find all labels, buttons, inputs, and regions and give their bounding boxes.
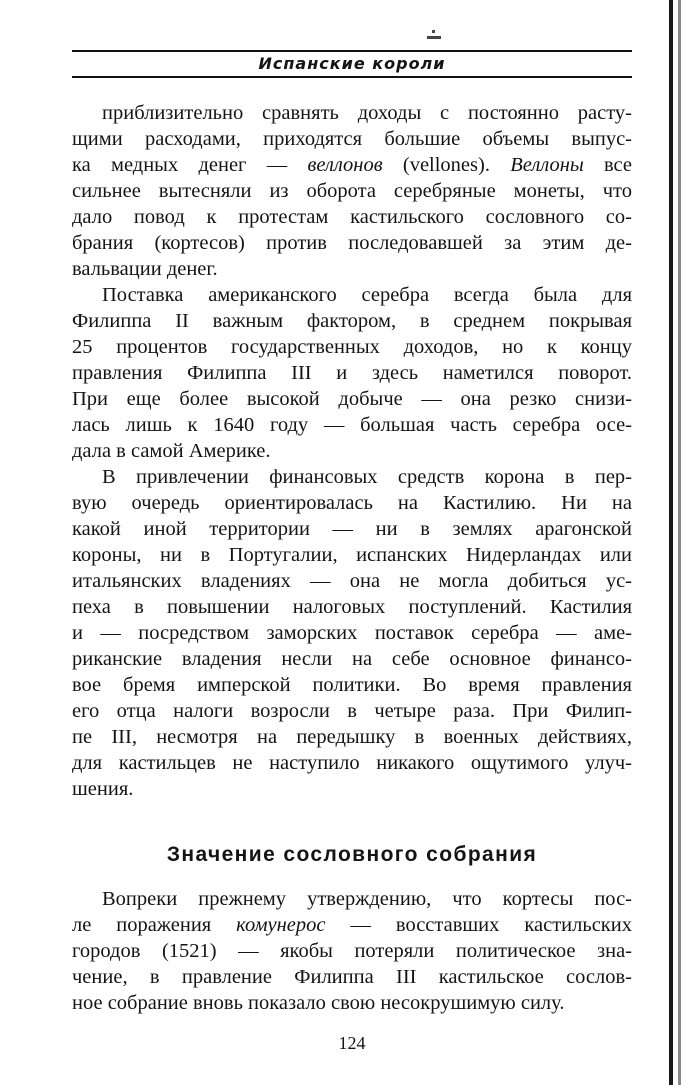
- text-line: и — посредством заморских поставок серебра — аме-: [72, 622, 632, 644]
- text-line: лась лишь к 1640 году — большая часть серебра осе-: [72, 414, 632, 436]
- text-line: его отца налоги возросли в четыре раза. При Филип-: [72, 700, 632, 722]
- text-line: брания (кортесов) против последовавшей за этим де-: [72, 232, 632, 254]
- text-line: правления Филиппа III и здесь наметился поворот.: [72, 362, 632, 384]
- text-line: [72, 912, 632, 938]
- text-line: 25 процентов государственных доходов, но к концу: [72, 336, 632, 358]
- text-line: для кастильцев не наступило никакого ощутимого улуч-: [72, 752, 632, 774]
- text-line: При еще более высокой добыче — она резко снизи-: [72, 388, 632, 410]
- text-line: короны, ни в Португалии, испанских Нидерландах или: [72, 544, 632, 566]
- text-segment: (vellones).: [382, 154, 511, 176]
- text-line: вую очередь ориентировалась на Кастилию. Ни на: [72, 492, 632, 514]
- paragraph: [72, 886, 632, 1016]
- text-line: ное собрание вновь показало свою несокрушимую силу.: [72, 992, 565, 1014]
- italic-term: комунерос: [236, 914, 326, 936]
- body-text-section: [72, 886, 632, 1016]
- text-line: шения.: [72, 778, 134, 800]
- scan-edge-shadow: [669, 0, 673, 1085]
- text-line: сильнее вытесняли из оборота серебряные монеты, что: [72, 180, 632, 202]
- text-line: какой иной территории — ни в землях арагонской: [72, 518, 632, 540]
- text-segment: все: [583, 154, 632, 176]
- text-segment: ка медных денег —: [72, 154, 308, 176]
- body-text-top: [72, 100, 632, 802]
- section-heading: Значение сословного собрания: [166, 843, 538, 866]
- text-line: итальянских владениях — она не могла добиться ус-: [72, 570, 632, 592]
- text-line: дала в самой Америке.: [72, 440, 271, 462]
- italic-term: Веллоны: [510, 154, 584, 176]
- text-line: щими расходами, приходятся большие объемы выпус-: [72, 128, 632, 150]
- text-line: Поставка американского серебра всегда была для: [102, 284, 632, 306]
- text-line: В привлечении финансовых средств корона в пер-: [102, 466, 632, 488]
- text-line: вое бремя имперской политики. Во время правления: [72, 674, 632, 696]
- running-head: [72, 50, 632, 78]
- text-line: Вопреки прежнему утверждению, что кортесы пос-: [102, 888, 632, 910]
- text-line: пеха в повышении налоговых поступлений. Кастилия: [72, 596, 632, 618]
- text-line: пе III, несмотря на передышку в военных действиях,: [72, 726, 632, 748]
- italic-term: веллонов: [307, 154, 383, 176]
- paragraph: [72, 100, 632, 282]
- text-line: риканские владения несли на себе основное финансо-: [72, 648, 632, 670]
- scan-speck: [427, 36, 441, 39]
- page-number: 124: [338, 1033, 366, 1053]
- text-line: Филиппа II важным фактором, в среднем покрывая: [72, 310, 632, 332]
- text-line: чение, в правление Филиппа III кастильское сослов-: [72, 966, 632, 988]
- text-line: городов (1521) — якобы потеряли политическое зна-: [72, 940, 632, 962]
- scan-edge-shadow-secondary: [678, 0, 681, 1085]
- text-segment: — восставших кастильских: [325, 914, 632, 936]
- scan-speck: [432, 30, 435, 33]
- paragraph: [72, 464, 632, 802]
- text-line: приблизительно сравнять доходы с постоянно расту-: [102, 102, 632, 124]
- paragraph: [72, 282, 632, 464]
- text-line: [72, 152, 632, 178]
- text-segment: ле поражения: [72, 914, 237, 936]
- running-head-title: Испанские короли: [258, 54, 446, 73]
- text-line: вальвации денег.: [72, 258, 218, 280]
- text-line: дало повод к протестам кастильского сословного со-: [72, 206, 632, 228]
